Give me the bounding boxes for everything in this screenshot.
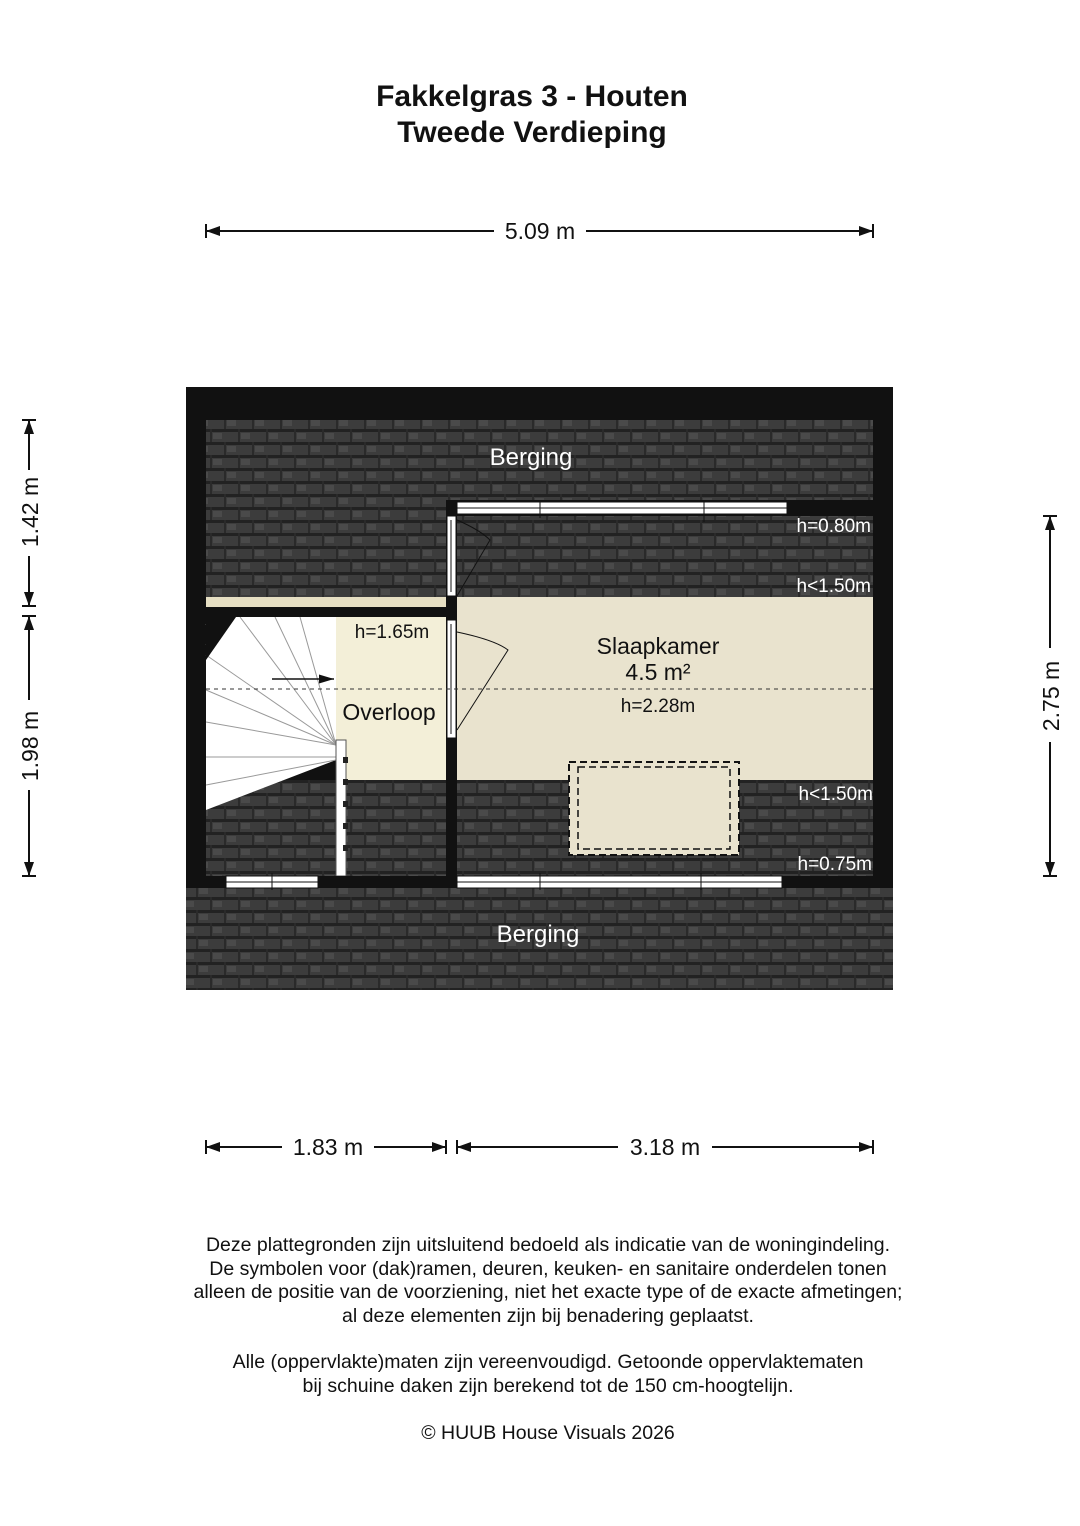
bottom-left-label: 1.83 m <box>292 1134 364 1160</box>
disclaimer-paragraph-2 <box>0 1351 1080 1398</box>
window-bottom-right <box>457 873 782 890</box>
slaapkamer-label: Slaapkamer <box>596 633 720 659</box>
bottom-right-label: 3.18 m <box>629 1134 701 1160</box>
berging-bottom-label: Berging <box>496 921 580 948</box>
disclaimer-line: Deze plattegronden zijn uitsluitend bedoeld als indicatie van de woningindeling. <box>205 1234 891 1256</box>
disclaimer-line: bij schuine daken zijn berekend tot de 150 cm-hoogtelijn. <box>302 1374 794 1397</box>
disclaimer-paragraph-1 <box>0 1234 1080 1328</box>
skylight <box>569 762 739 855</box>
slaapkamer-area: 4.5 m² <box>625 659 691 685</box>
height-marker: h=0.80m <box>796 516 871 537</box>
right-dimension <box>1038 516 1064 876</box>
height-marker: h<1.50m <box>798 784 873 805</box>
floor-name: Tweede Verdieping <box>397 116 667 149</box>
overloop-height: h=1.65m <box>354 622 430 643</box>
left-upper-label: 1.42 m <box>17 476 43 548</box>
disclaimer-line: De symbolen voor (dak)ramen, deuren, keuken- en sanitaire onderdelen tonen <box>209 1257 887 1280</box>
slaapkamer-height: h=2.28m <box>620 696 696 717</box>
disclaimer-line: Alle (oppervlakte)maten zijn vereenvoudigd. Getoonde oppervlaktematen <box>232 1351 864 1373</box>
height-marker: h<1.50m <box>796 576 871 597</box>
window-bottom-left <box>226 873 318 890</box>
plan-title: Fakkelgras 3 - Houten <box>376 80 688 113</box>
roof-lower-area <box>206 780 873 876</box>
overloop-label: Overloop <box>342 699 436 725</box>
right-label: 2.75 m <box>1038 660 1064 732</box>
copyright: © HUUB House Visuals 2026 <box>421 1422 675 1444</box>
disclaimer-line: al deze elementen zijn bij benadering geplaatst. <box>342 1304 754 1327</box>
bottom-dimension <box>206 1134 873 1160</box>
disclaimer-line: alleen de positie van de voorziening, niet het exacte type of de exacte afmetingen; <box>193 1281 903 1303</box>
height-marker: h=0.75m <box>797 854 872 875</box>
top-dimension <box>206 218 873 244</box>
beam-strip <box>206 597 448 607</box>
inner-wall-horizontal <box>186 607 448 617</box>
berging-top-label: Berging <box>489 444 573 471</box>
left-dimension <box>17 420 43 876</box>
left-lower-label: 1.98 m <box>17 710 43 782</box>
top-width-label: 5.09 m <box>504 218 576 244</box>
